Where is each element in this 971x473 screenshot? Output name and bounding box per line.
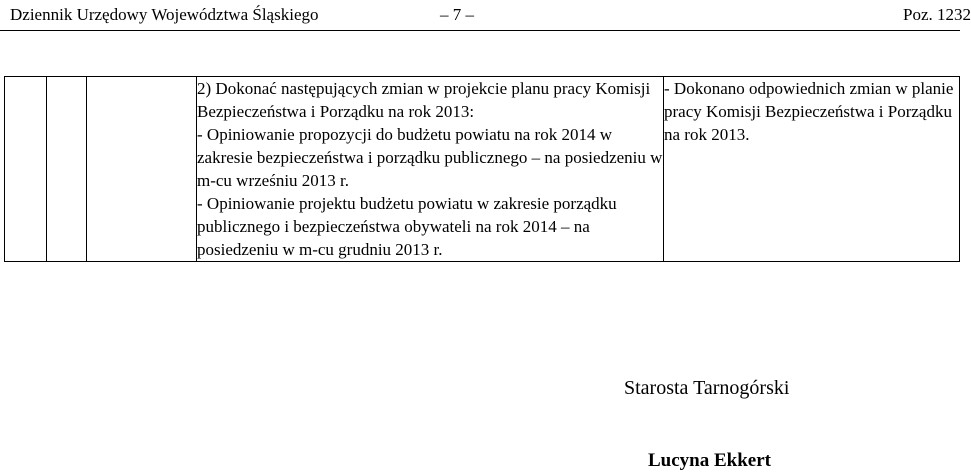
table-row (5, 77, 960, 262)
page-number: – 7 – (440, 5, 474, 24)
empty-cell-date (87, 77, 197, 262)
resolution-table (4, 76, 960, 262)
empty-cell-number (47, 77, 87, 262)
decision-text: 2) Dokonać następujących zmian w projekcie planu pracy Komisji Bezpieczeństwa i Porządku na rok 2013: - Opiniowanie propozycji do budżetu powiatu na rok 2014 w zakresie bezpieczeństwa i porządku publicznego – na posiedzeniu w m-cu wrześniu 2013 r. - Opiniowanie projektu budżetu powiatu w zakresie porządku publicznego i bezpieczeństwa obywateli na rok 2014 – na posiedzeniu w m-cu grudniu 2013 r. (197, 79, 663, 259)
page-header (0, 0, 971, 31)
execution-text: - Dokonano odpowiednich zmian w planie pracy Komisji Bezpieczeństwa i Porządku na rok 2013. (664, 79, 954, 144)
publication-title: Dziennik Urzędowy Województwa Śląskiego (10, 5, 319, 24)
signature-title-text: Starosta Tarnogórski (624, 377, 790, 399)
execution-cell (664, 77, 960, 262)
position-number: Poz. 1232 (903, 5, 971, 24)
decision-cell (197, 77, 664, 262)
signature-name-text: Lucyna Ekkert (648, 450, 771, 471)
empty-cell-lp (5, 77, 47, 262)
